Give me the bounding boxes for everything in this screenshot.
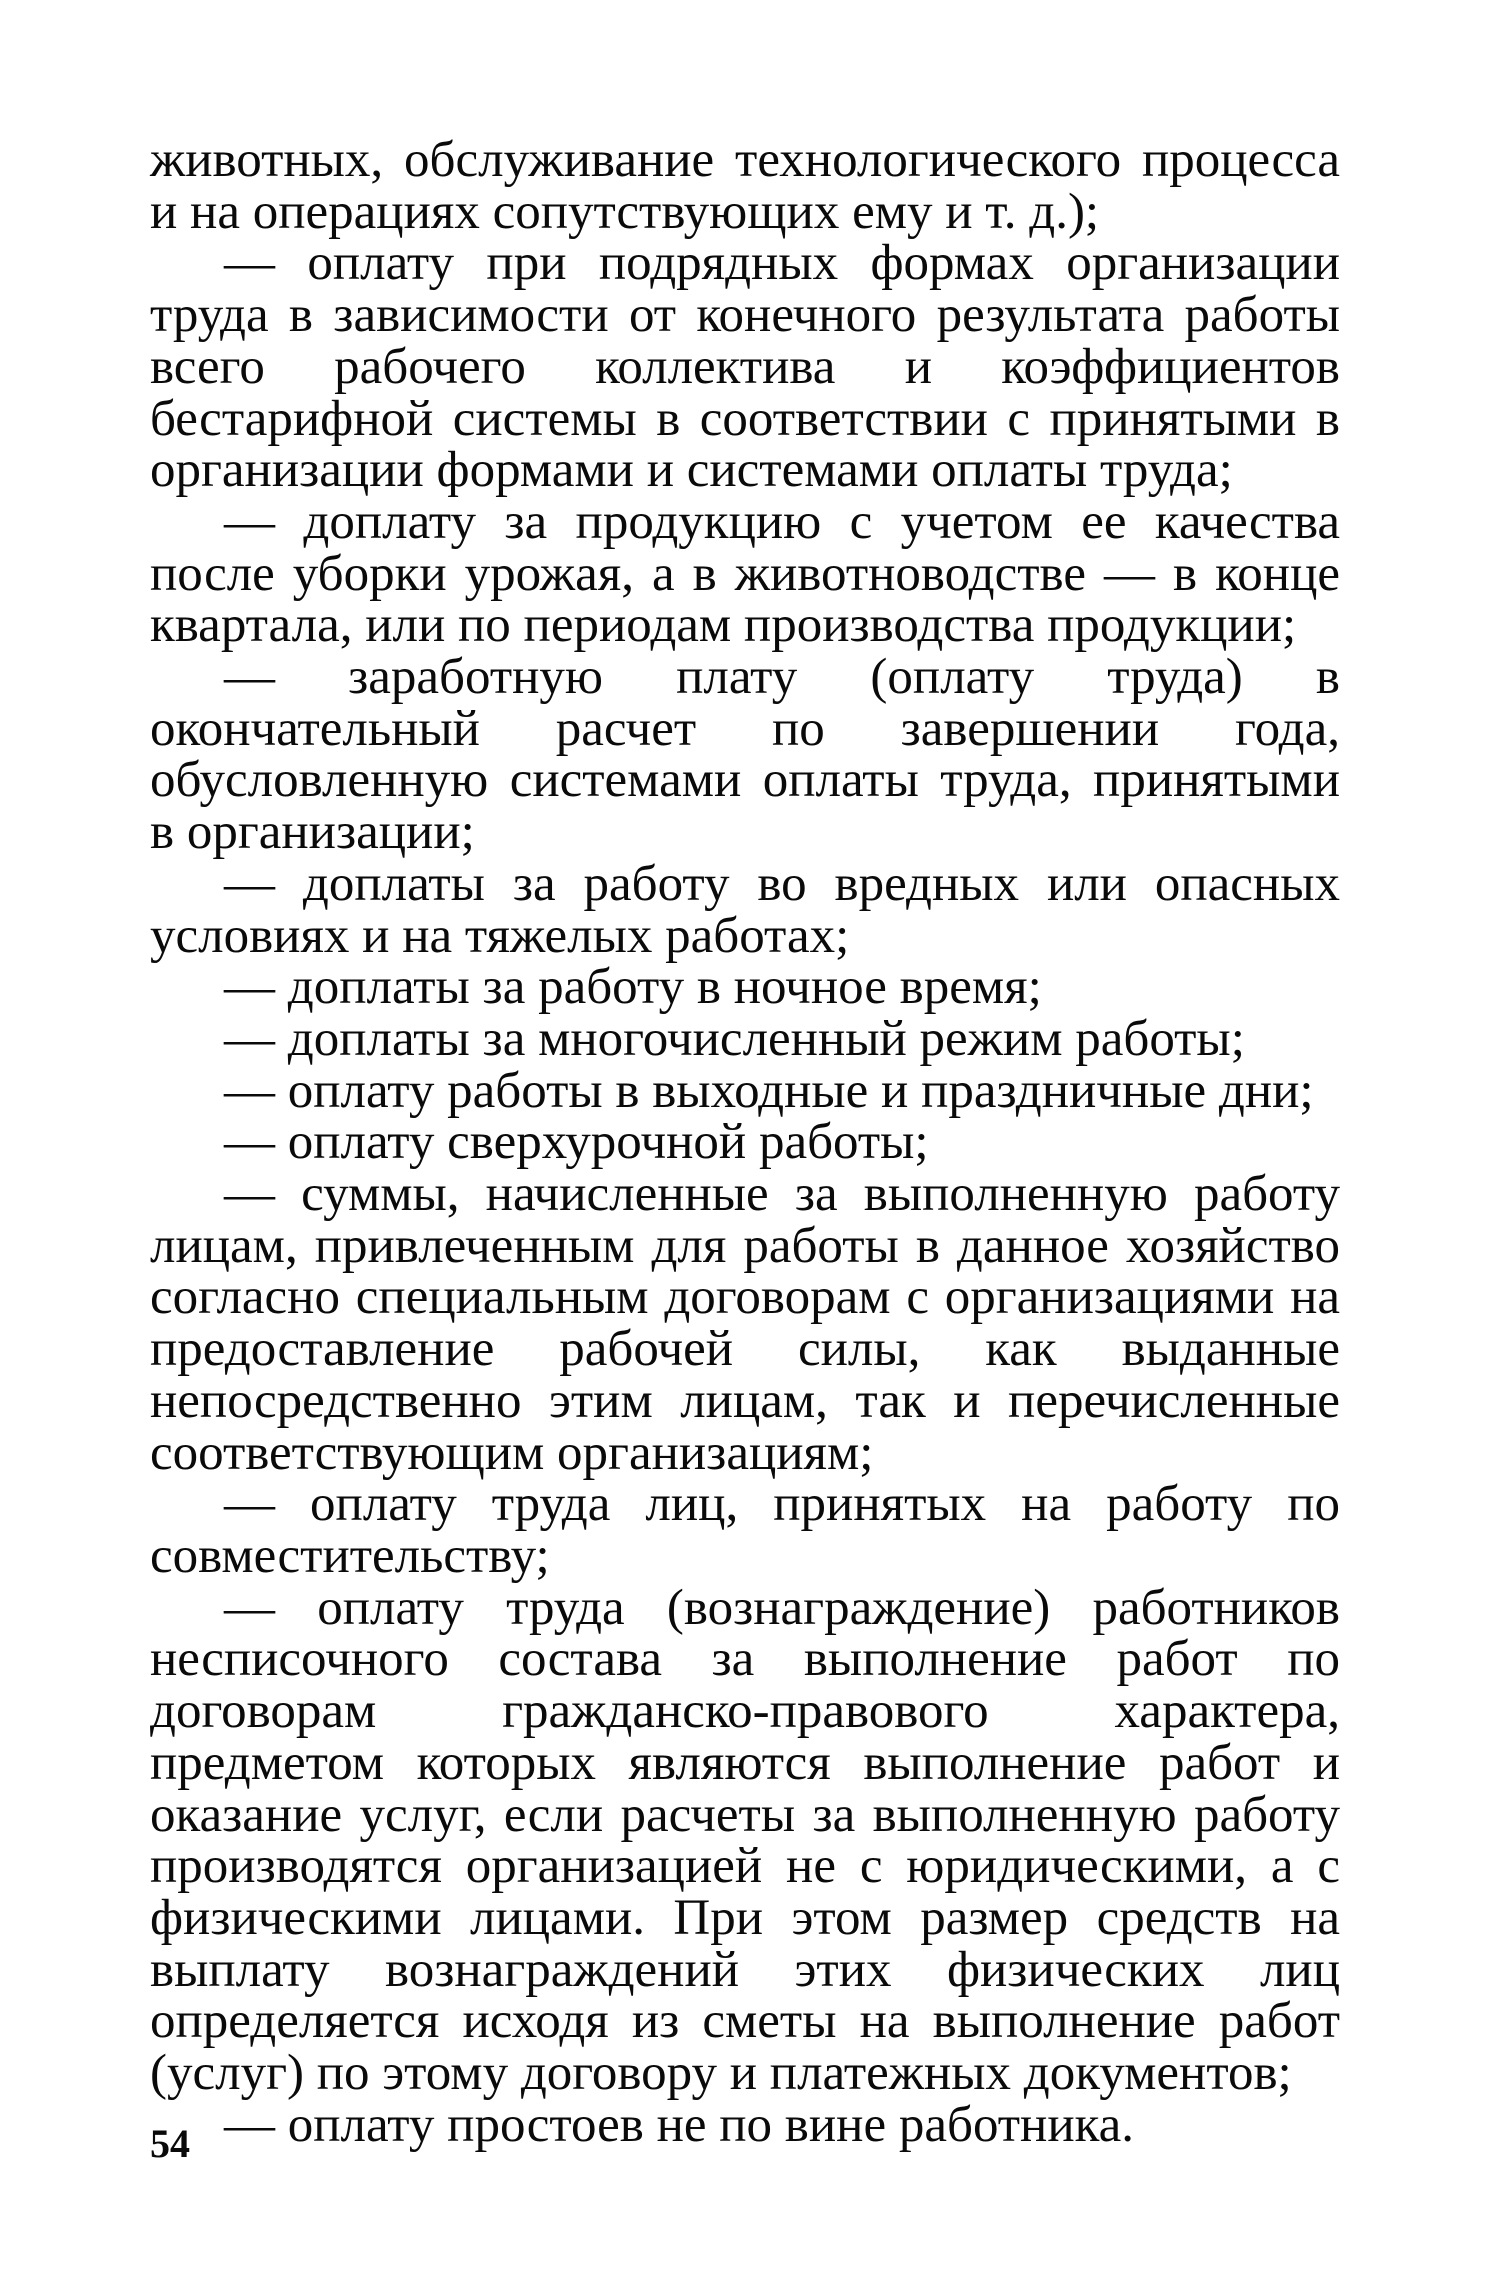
paragraph: — доплаты за многочисленный режим работы; [224, 1010, 1245, 1067]
paragraph: — оплату простоев не по вине работника. [224, 2096, 1135, 2153]
paragraph: — оплату сверхурочной работы; [224, 1114, 929, 1171]
paragraph: — заработную плату (оплату труда) в окончательный расчет по завершении года, обусловленную системами оплаты труда, принятыми в организации; [150, 649, 1340, 861]
paragraph: — доплаты за работу в ночное время; [224, 959, 1042, 1016]
page-number: 54 [150, 2121, 190, 2166]
paragraph: животных, обслуживание технологического процесса и на операциях сопутствующих ему и т. д.); [150, 132, 1340, 240]
paragraph: — оплату труда лиц, принятых на работу по совместительству; [150, 1476, 1340, 1584]
paragraph: — доплату за продукцию с учетом ее качества после уборки урожая, а в животноводстве — в конце квартала, или по периодам производства продукции; [150, 493, 1340, 654]
paragraph: — суммы, начисленные за выполненную работу лицам, привлеченным для работы в данное хозяйство согласно специальным договорам с организациями на предоставление рабочей силы, как выданные непосредственно этим лицам, так и перечисленные соответствующим организациям; [150, 1166, 1340, 1481]
body-text [150, 132, 1340, 2153]
paragraph: — оплату работы в выходные и праздничные дни; [224, 1062, 1314, 1119]
paragraph: — оплату при подрядных формах организации труда в зависимости от конечного результата работы всего рабочего коллектива и коэффициентов бестарифной системы в соответствии с принятыми в организации формами и системами оплаты труда; [150, 235, 1340, 499]
paragraph: — доплаты за работу во вредных или опасных условиях и на тяжелых работах; [150, 855, 1340, 964]
paragraph: — оплату труда (вознаграждение) работников несписочного состава за выполнение работ по договорам гражданско-правового характера, предметом которых являются выполнение работ и оказание услуг, если расчеты за выполненную работу производятся организацией не с юридическими, а с физическими лицами. При этом размер средств на выплату вознаграждений этих физических лиц определяется исходя из сметы на выполнение работ (услуг) по этому договору и платежных документов; [150, 1579, 1340, 2102]
